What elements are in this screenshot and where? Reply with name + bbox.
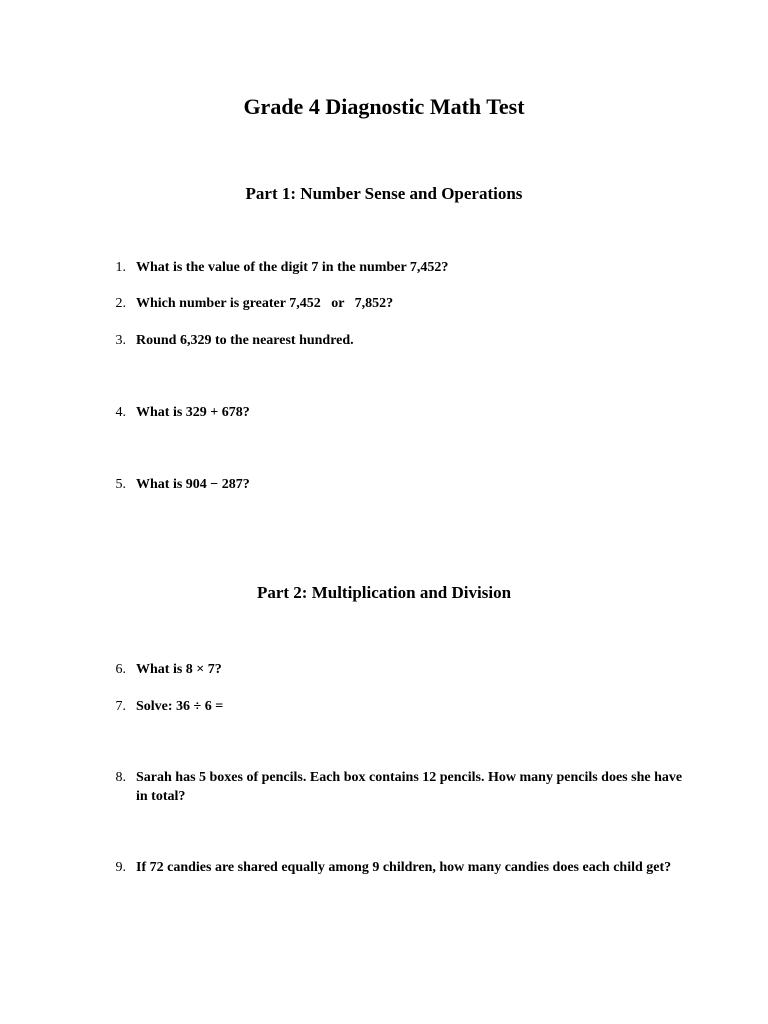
page-title: Grade 4 Diagnostic Math Test: [243, 94, 525, 119]
question-item: [104, 331, 684, 350]
question-text: Which number is greater 7,452 or 7,852?: [136, 296, 394, 311]
question-item: [104, 858, 684, 877]
question-text: What is the value of the digit 7 in the number 7,452?: [136, 260, 449, 275]
question-text: Round 6,329 to the nearest hundred.: [136, 333, 354, 348]
question-text: If 72 candies are shared equally among 9 children, how many candies does each child get?: [136, 860, 672, 875]
question-number: 1.: [115, 260, 126, 275]
question-item: [104, 660, 684, 679]
question-text: Solve: 36 ÷ 6 =: [136, 699, 224, 714]
question-item: [104, 403, 684, 422]
question-text: Sarah has 5 boxes of pencils. Each box contains 12 pencils. How many pencils does she have in total?: [136, 770, 686, 804]
section-heading-part-2: Part 2: Multiplication and Division: [256, 583, 512, 602]
question-number: 8.: [115, 770, 126, 785]
question-number: 7.: [115, 699, 126, 714]
question-item: [104, 475, 684, 494]
question-number: 4.: [115, 405, 126, 420]
question-number: 2.: [115, 296, 126, 311]
question-number: 6.: [115, 662, 126, 677]
question-item: [104, 768, 684, 806]
question-number: 5.: [115, 477, 126, 492]
section-heading-part-1: Part 1: Number Sense and Operations: [245, 184, 523, 203]
question-item: [104, 697, 684, 716]
question-text: What is 904 − 287?: [136, 477, 250, 492]
question-item: [104, 294, 684, 313]
question-number: 3.: [115, 333, 126, 348]
question-number: 9.: [115, 860, 126, 875]
question-text: What is 329 + 678?: [136, 405, 250, 420]
question-item: [104, 258, 684, 277]
question-text: What is 8 × 7?: [136, 662, 222, 677]
